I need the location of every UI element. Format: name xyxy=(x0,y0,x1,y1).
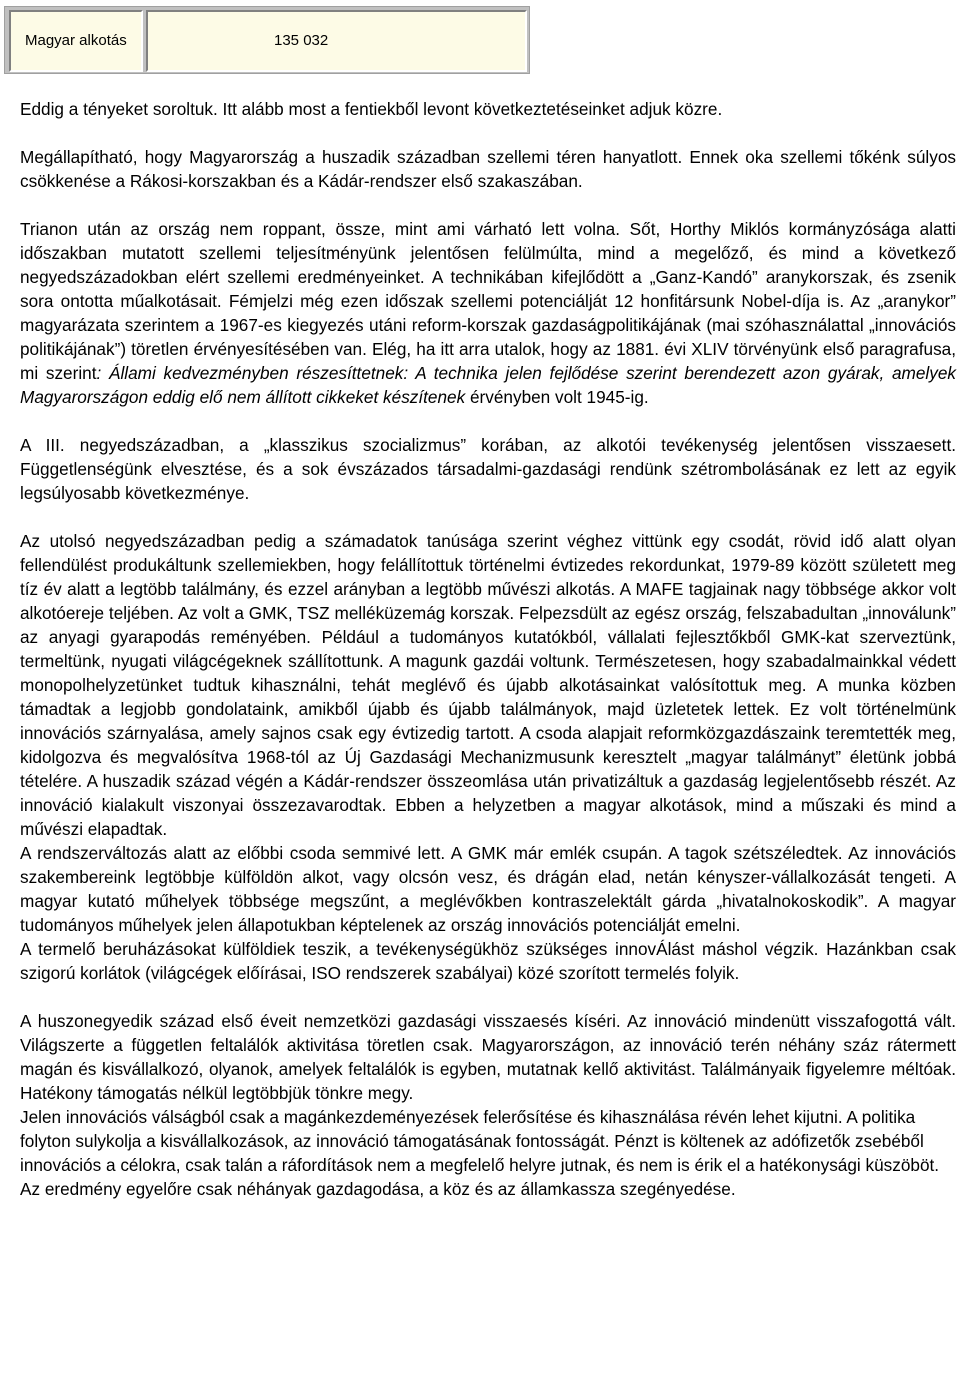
header-table xyxy=(4,6,530,74)
paragraph-8: A huszonegyedik század első éveit nemzetközi gazdasági visszaesés kíséri. Az innováció mindenütt visszafogottá vált. Világszerte a független feltalálók aktivitása töretlen csak. Magyarországon, az innováció terén néhány száz rátermett magán és kisvállalkozó, olyanok, amelyek feltalálók is egyben, mutatnak kellő aktivitást. Találmányaik figyelemre méltóak. Hatékony támogatás nélkül legtöbbjük tönkre megy. xyxy=(20,1011,956,1103)
paragraph-3-law-quote: : Állami kedvezményben részesíttetnek: A technika jelen fejlődése szerint berendezett azon gyárak, amelyek Magyarországon eddig elő nem állított cikkeket készítenek xyxy=(20,363,956,407)
paragraph-3-text-a: Trianon után az ország nem roppant, össze, mint ami várható lett volna. Sőt, Horthy Miklós kormányzósága alatti időszakban mutatott szellemi teljesítményünk jelentősen felülmúlta, mind a megelőző, és mind a következő negyedszázadokban elért szellemi eredményeinket. A technikában kifejlődött a „Ganz-Kandó” aranykorszak, és zsenik sora ontotta műalkotásait. Fémjelzi még ezen időszak szellemi potenciálját 12 honfitársunk Nobel-díja is. Az „aranykor” magyarázata szerintem a 1967-es kiegyezés utáni reform-korszak gazdaságpolitikájának (mai szóhasználattal „innovációs politikájának”) töretlen érvényesítésében van. Elég, ha itt arra utalok, hogy az 1881. évi XLIV törvényünk első paragrafusa, mi szerint xyxy=(20,219,956,383)
paragraph-1: Eddig a tényeket soroltuk. Itt alább most a fentiekből levont következtetéseinket adjuk közre. xyxy=(20,99,723,119)
header-cell-title: Magyar alkotás xyxy=(9,10,143,72)
paragraph-2: Megállapítható, hogy Magyarország a huszadik században szellemi téren hanyatlott. Ennek oka szellemi tőkénk súlyos csökkenése a Rákosi-korszakban és a Kádár-rendszer első szakaszában. xyxy=(20,147,956,191)
paragraph-4: A III. negyedszázadban, a „klasszikus szocializmus” korában, az alkotói tevékenység jelentősen visszaesett. Függetlenségünk elvesztése, és a sok évszázados társadalmi-gazdasági rendünk szétrombolásának ez lett az egyik legsúlyosabb következménye. xyxy=(20,435,956,503)
header-cell-number: 135 032 xyxy=(146,10,527,72)
paragraph-5: Az utolsó negyedszázadban pedig a számadatok tanúsága szerint véghez vittünk egy csodát, rövid idő alatt olyan fellendülést produkáltunk szellemiekben, hogy felállítottuk történelmi évtizedes rekordunkat, 1979-89 között született meg tíz év alatt a legtöbb találmány, és ezzel arányban a legtöbb művészi alkotás. A MAFE tagjainak nagy többsége akkor volt alkotóereje teljében. Az volt a GMK, TSZ melléküzemág korszak. Felpezsdült az egész ország, felszabadultan „innoválunk” az anyagi gyarapodás reményében. Például a tudományos kutatókból, vállalati fejlesztőkből GMK-kat szerveztünk, termeltünk, nyugati világcégeknek szállítottunk. A magunk gazdái voltunk. Természetesen, hogy szabadalmainkkal védett monopolhelyzetünket tudtuk kihasználni, tehát meglévő és újabb alkotásainkat valósítottuk meg. A munka közben támadtak a legjobb gondolataink, amikből újabb és újabb találmányok, majd üzletetek lettek. Ez volt történelmünk innovációs szárnyalása, amely sajnos csak egy évtizedig tartott. A csoda alapjait reformközgazdászaink teremtették meg, kidolgozva és megvalósítva 1968-tól az Új Gazdasági Mechanizmusunk keresztelt „magyar találmányt” életünk jobbá tételére. A huszadik század végén a Kádár-rendszer összeomlása után privatizáltuk a gazdaság legjelentősebb részét. Az innováció kialakult viszonyai összezavarodtak. Ebben a helyzetben a magyar alkotások, mind a műszaki és mind a művészi elapadtak. xyxy=(20,531,956,839)
paragraph-3-text-c: érvényben volt 1945-ig. xyxy=(465,387,649,407)
document-body xyxy=(20,97,956,1201)
paragraph-9: Jelen innovációs válságból csak a magánkezdeményezések felerősítése és kihasználása révén lehet kijutni. A politika folyton sulykolja a kisvállalkozások, az innováció támogatásának fontosságát. Pénzt is költenek az adófizetők zsebéből innovációs a célokra, csak talán a ráfordítások nem a megfelelő helyre jutnak, és nem is érik el a hatékonysági küszöböt. Az eredmény egyelőre csak néhányak gazdagodása, a köz és az államkassza szegényedése. xyxy=(20,1107,940,1199)
paragraph-7: A termelő beruházásokat külföldiek teszik, a tevékenységükhöz szükséges innovÁlást máshol végzik. Hazánkban csak szigorú korlátok (világcégek előírásai, ISO rendszerek szabályai) közé szorított termelés folyik. xyxy=(20,939,956,983)
paragraph-6: A rendszerváltozás alatt az előbbi csoda semmivé lett. A GMK már emlék csupán. A tagok szétszéledtek. Az innovációs szakembereink legtöbbje külföldön alkot, vagy olcsón vesz, és drágán elad, netán kényszer-vállalkozását tengeti. A magyar kutató műhelyek többsége megszűnt, a meglévőkben kontraszelektált gárda „hivatalnokoskodik”. A magyar tudományos műhelyek jelen állapotukban képtelenek az ország innovációs potenciálját emelni. xyxy=(20,843,956,935)
paragraph-3 xyxy=(20,217,956,409)
